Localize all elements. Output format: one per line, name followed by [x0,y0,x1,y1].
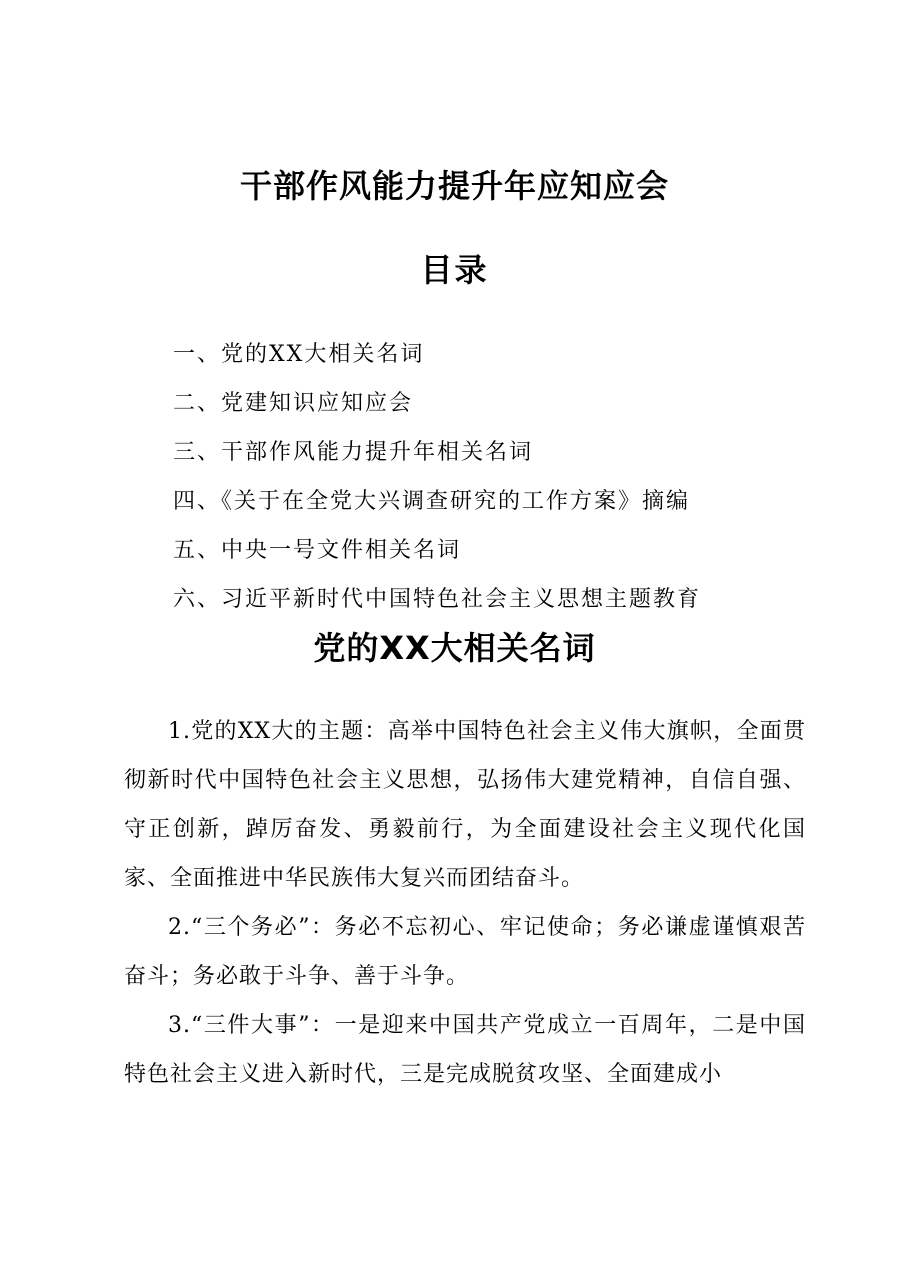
toc-item: 一、党的XX大相关名词 [173,342,425,367]
toc-heading: 目录 [420,251,489,289]
toc-item: 三、干部作风能力提升年相关名词 [173,440,534,465]
toc-item: 六、习近平新时代中国特色社会主义思想主题教育 [173,587,702,612]
paragraph: 1.党的XX大的主题：高举中国特色社会主义伟大旗帜，全面贯彻新时代中国特色社会主义思想，弘扬伟大建党精神，自信自强、守正创新，踔厉奋发、勇毅前行，为全面建设社会主义现代化国家、全面推进中华民族伟大复兴而团结奋斗。 [124,719,806,891]
table-of-contents [173,330,701,624]
body-text [124,707,806,1099]
section-heading: 党的XX大相关名词 [313,629,596,667]
toc-item: 四、《关于在全党大兴调查研究的工作方案》摘编 [173,489,691,514]
paragraph: 2.“三个务必”：务必不忘初心、牢记使命；务必谦虚谨慎艰苦奋斗；务必敢于斗争、善于斗争。 [124,915,806,989]
toc-item: 二、党建知识应知应会 [173,391,414,416]
document-title: 干部作风能力提升年应知应会 [239,167,669,205]
toc-item: 五、中央一号文件相关名词 [173,538,462,563]
paragraph: 3.“三件大事”：一是迎来中国共产党成立一百周年，二是中国特色社会主义进入新时代，三是完成脱贫攻坚、全面建成小 [124,1013,806,1087]
